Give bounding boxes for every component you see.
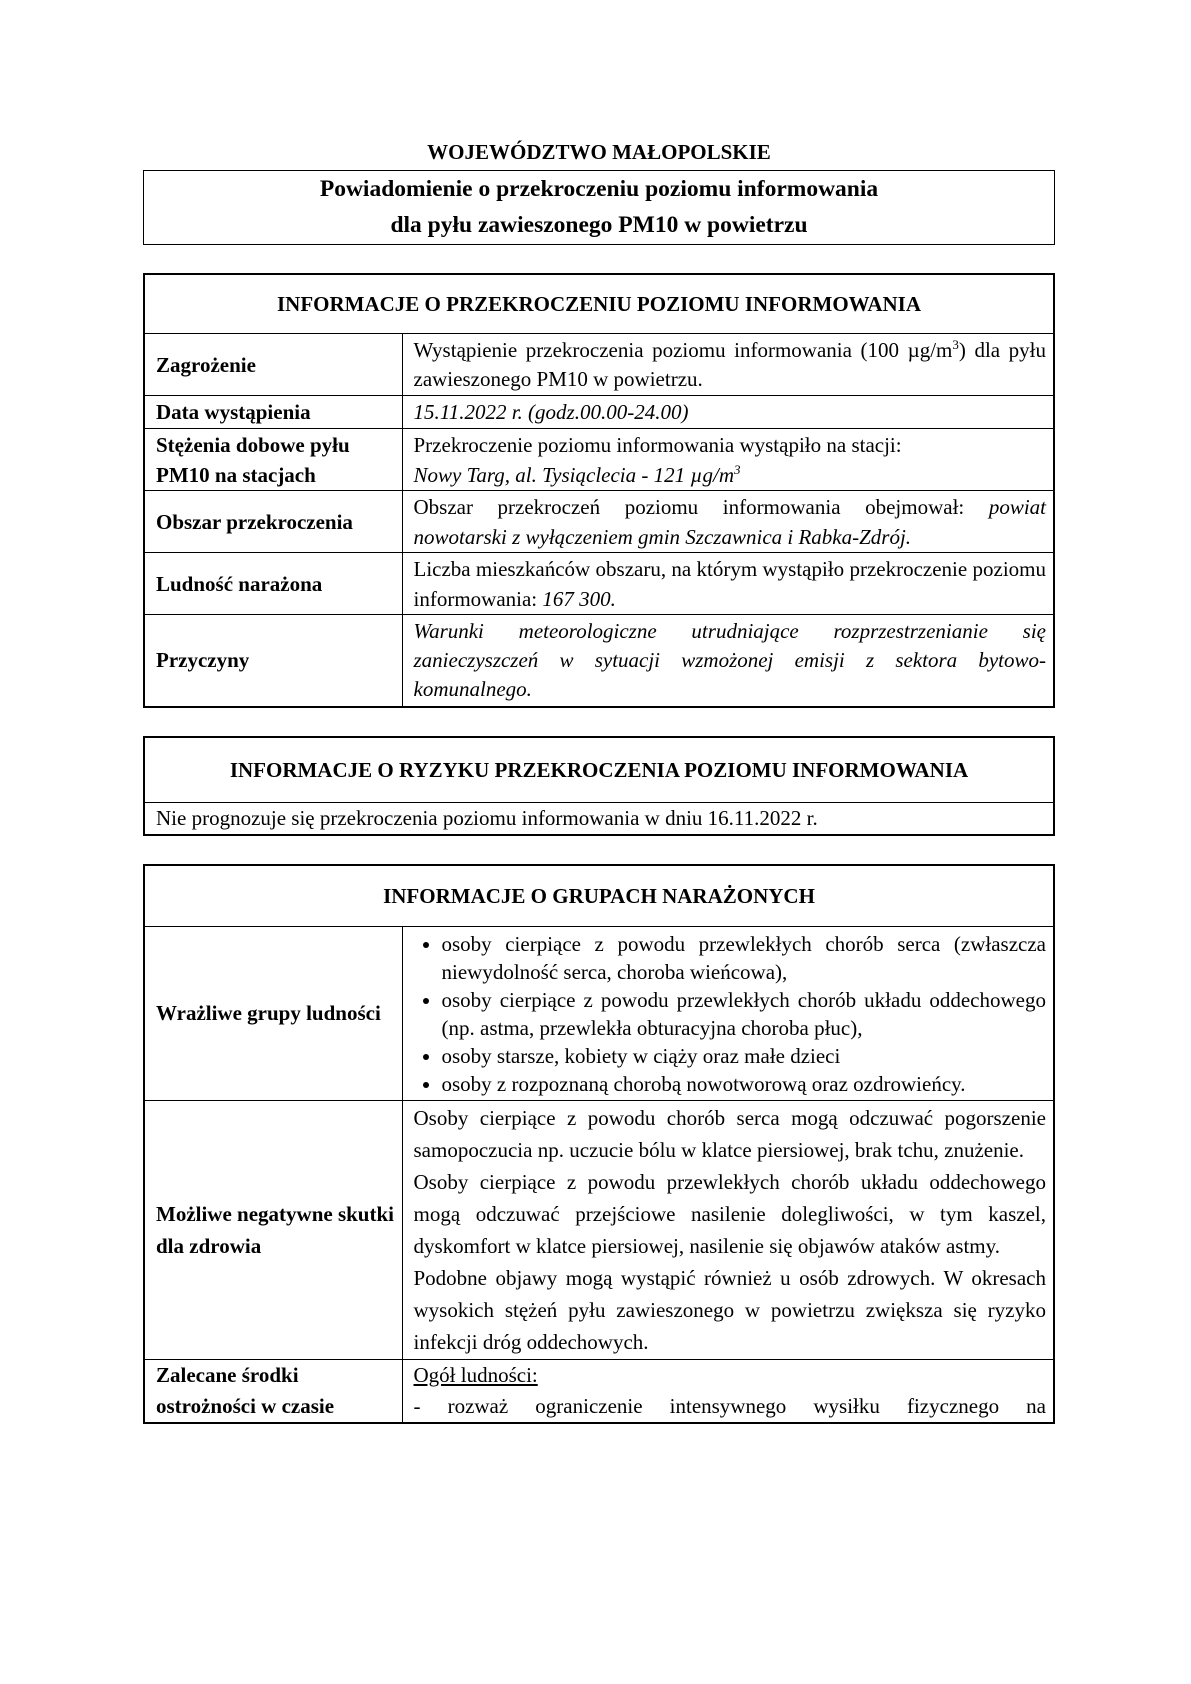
row-label: Stężenia dobowe pyłu PM10 na stacjach: [144, 429, 402, 491]
list-item: • osoby cierpiące z powodu przewlekłych chorób układu oddechowego (np. astma, przewlekła obturacyjna choroba płuc),: [442, 986, 1047, 1042]
exposed-groups-table: [143, 864, 1055, 1424]
row-label: Obszar przekroczenia: [144, 491, 402, 553]
row-value: Wystąpienie przekroczenia poziomu informowania (100 $\mu g/m^3$) dla pyłu zawieszonego PM10 w powietrzu.: [402, 334, 1054, 396]
row-value: [402, 1359, 1054, 1423]
row-label: Zagrożenie: [144, 334, 402, 396]
row-label: Ludność narażona: [144, 553, 402, 615]
list-item: • osoby cierpiące z powodu przewlekłych chorób serca (zwłaszcza niewydolność serca, choroba wieńcowa),: [442, 930, 1047, 986]
row-label: Wrażliwe grupy ludności: [144, 926, 402, 1100]
measures-subheading: Ogół ludności:: [413, 1362, 538, 1387]
row-label: Możliwe negatywne skutki dla zdrowia: [144, 1100, 402, 1359]
section-heading: INFORMACJE O RYZYKU PRZEKROCZENIA POZIOMU INFORMOWANIA: [144, 737, 1054, 803]
risk-info-table: [143, 736, 1055, 836]
row-value: Warunki meteorologiczne utrudniające rozprzestrzenianie się zanieczyszczeń w sytuacji wzmożonej emisji z sektora bytowo-komunalnego.: [402, 615, 1054, 707]
sensitive-groups-list: [414, 930, 1047, 1098]
row-label: Data wystąpienia: [144, 396, 402, 429]
measures-text: - rozważ ograniczenie intensywnego wysiłku fizycznego na: [413, 1393, 1046, 1418]
row-value: Przekroczenie poziomu informowania wystąpiło na stacji: Nowy Targ, al. Tysiąclecia - 121 $\mu g/m^3$: [402, 429, 1054, 491]
row-label: Przyczyny: [144, 615, 402, 707]
section-heading: INFORMACJE O PRZEKROCZENIU POZIOMU INFORMOWANIA: [144, 274, 1054, 334]
row-value: 15.11.2022 r. (godz.00.00-24.00): [402, 396, 1054, 429]
list-item: • osoby z rozpoznaną chorobą nowotworową oraz ozdrowieńcy.: [442, 1070, 1047, 1098]
section-heading: INFORMACJE O GRUPACH NARAŻONYCH: [144, 865, 1054, 927]
effects-paragraph: Podobne objawy mogą wystąpić również u osób zdrowych. W okresach wysokich stężeń pyłu zawieszonego w powietrzu zwiększa się ryzyko infekcji dróg oddechowych.: [413, 1265, 1046, 1354]
row-value: [402, 1100, 1054, 1359]
effects-paragraph: Osoby cierpiące z powodu chorób serca mogą odczuwać pogorszenie samopoczucia np. uczucie bólu w klatce piersiowej, brak tchu, znużenie.: [413, 1105, 1046, 1162]
notice-title-box: [143, 170, 1055, 245]
document-page: [143, 140, 1055, 1424]
list-item: • osoby starsze, kobiety w ciąży oraz małe dzieci: [442, 1042, 1047, 1070]
effects-paragraph: Osoby cierpiące z powodu przewlekłych chorób układu oddechowego mogą odczuwać przejściowe nasilenie dolegliwości, w tym kaszel, dyskomfort w klatce piersiowej, nasilenie się objawów ataków astmy.: [413, 1169, 1046, 1258]
region-heading: WOJEWÓDZTWO MAŁOPOLSKIE: [427, 140, 771, 164]
notice-title-line-2: dla pyłu zawieszonego PM10 w powietrzu: [390, 212, 808, 238]
row-label: Zalecane środki ostrożności w czasie: [144, 1359, 402, 1423]
row-value: [402, 926, 1054, 1100]
notice-title-line-1: Powiadomienie o przekroczeniu poziomu informowania: [319, 176, 879, 202]
row-value: Obszar przekroczeń poziomu informowania obejmował: powiat nowotarski z wyłączeniem gmin Szczawnica i Rabka-Zdrój.: [402, 491, 1054, 553]
risk-text: Nie prognozuje się przekroczenia poziomu informowania w dniu 16.11.2022 r.: [144, 802, 1054, 835]
row-value: Liczba mieszkańców obszaru, na którym wystąpiło przekroczenie poziomu informowania: 167 300.: [402, 553, 1054, 615]
exceedance-info-table: [143, 273, 1055, 708]
